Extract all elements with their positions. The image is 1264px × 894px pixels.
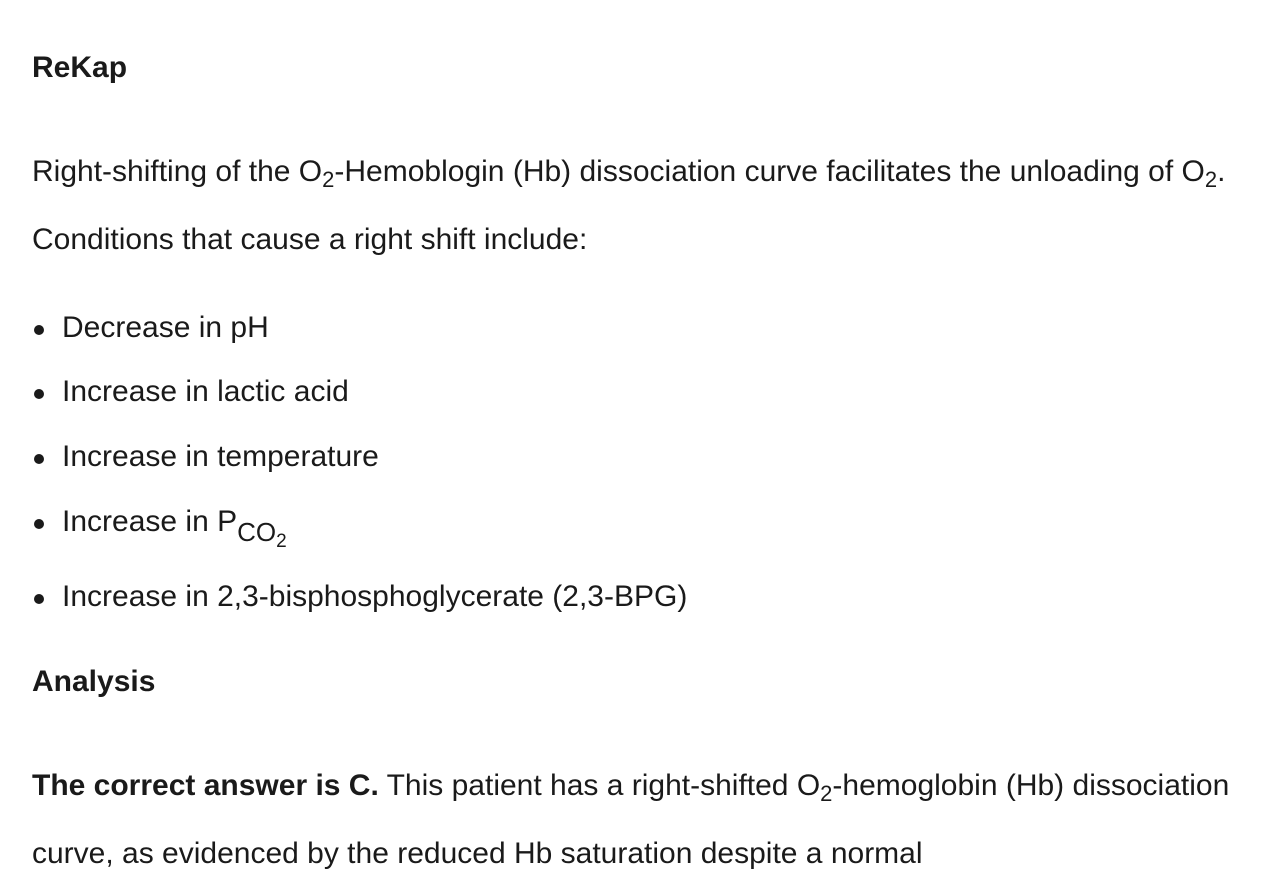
analysis-heading: Analysis <box>32 665 156 698</box>
pco2-sub-text: CO <box>237 517 277 547</box>
bullet-icon <box>34 325 44 335</box>
bullet-icon <box>34 454 44 464</box>
bullet-icon <box>34 594 44 604</box>
correct-answer-text: The correct answer is C. <box>32 769 379 802</box>
rekap-paragraph <box>32 138 1232 274</box>
list-item-text: Increase in 2,3-bisphosphoglycerate (2,3-BPG) <box>62 580 688 613</box>
rekap-sub-2: 2 <box>1204 167 1218 192</box>
list-item-text: Increase in P <box>62 505 238 538</box>
list-item-pco2 <box>62 504 287 552</box>
analysis-paragraph <box>32 752 1232 888</box>
list-item-text: Increase in lactic acid <box>62 375 349 408</box>
bullet-icon <box>34 519 44 529</box>
list-item-text: Decrease in pH <box>62 311 269 344</box>
rekap-text-2: -Hemoblogin (Hb) dissociation curve facilitates the unloading of O <box>334 155 1205 188</box>
list-item-text: Increase in temperature <box>62 440 379 473</box>
pco2-sub <box>237 517 287 552</box>
analysis-text-2: -hemoglobin (Hb) dissociation curve, as evidenced by the reduced Hb saturation despite a normal <box>32 769 1230 870</box>
pco2-subsub: 2 <box>276 531 287 552</box>
rekap-heading: ReKap <box>32 51 128 84</box>
analysis-text-1: This patient has a right-shifted O <box>378 769 821 802</box>
bullet-icon <box>34 389 44 399</box>
rekap-sub-1: 2 <box>322 167 335 192</box>
rekap-text-3: . Conditions that cause a right shift include: <box>32 155 1226 256</box>
analysis-sub-1: 2 <box>820 781 833 806</box>
rekap-text-1: Right-shifting of the O <box>32 155 323 188</box>
